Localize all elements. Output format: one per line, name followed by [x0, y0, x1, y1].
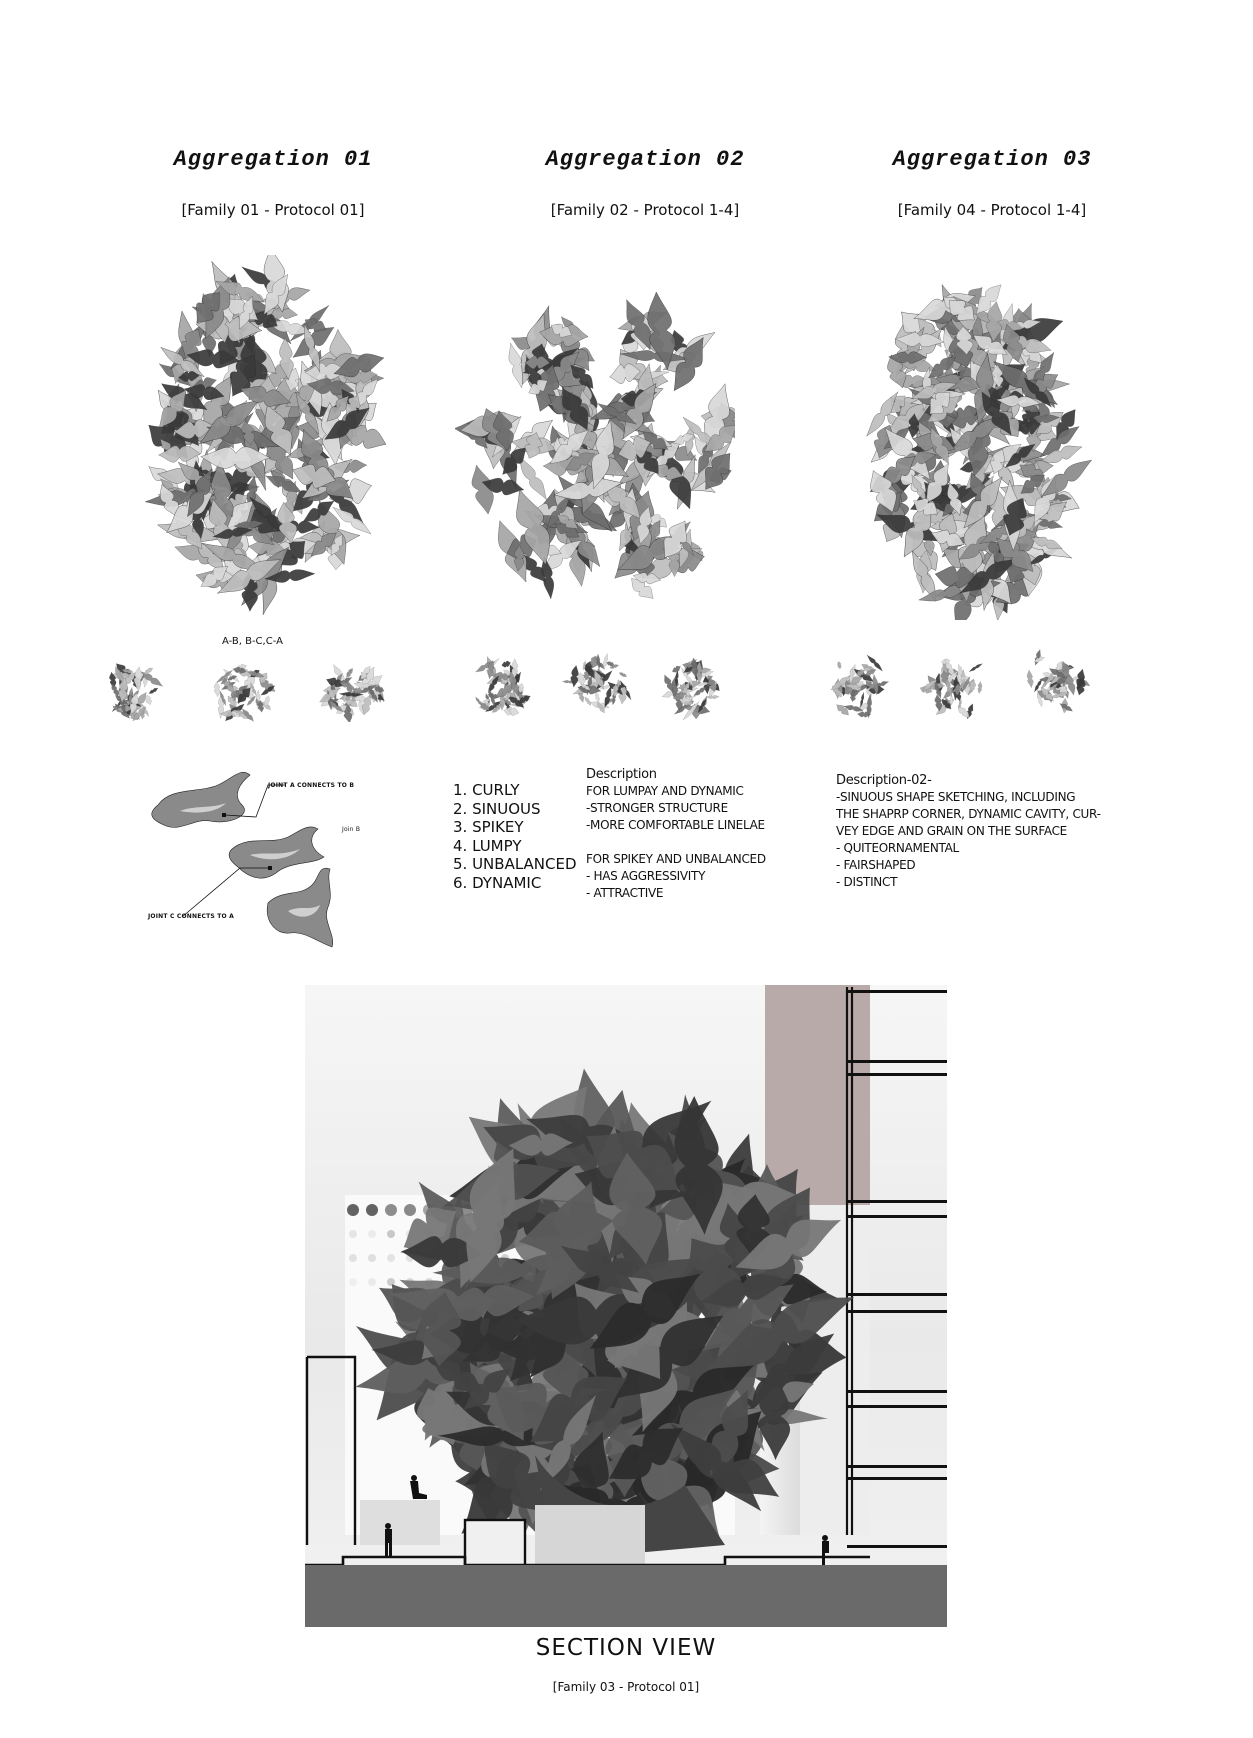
facade-hole: [368, 1230, 376, 1238]
floor-slab: [847, 1390, 947, 1393]
mauve-panel: [765, 985, 870, 1205]
section-view: [305, 985, 947, 1627]
joint-b-label: Join B: [342, 826, 361, 833]
floor-slab: [847, 1293, 947, 1296]
aggregate-module: [706, 695, 719, 699]
floor-slab: [847, 1060, 947, 1063]
facade-hole: [349, 1254, 357, 1262]
description-line: - FAIRSHAPED: [836, 858, 916, 872]
trait-item: 1. CURLY: [453, 781, 520, 799]
connection-label: A-B, B-C,C-A: [222, 636, 283, 647]
floor-slab: [847, 1545, 947, 1548]
module-c: [267, 868, 333, 947]
aggregate-module: [671, 664, 682, 674]
description-02: [836, 772, 1101, 891]
description-spacer: [586, 834, 766, 851]
trait-item: 3. SPIKEY: [453, 818, 524, 836]
trait-item: 4. LUMPY: [453, 836, 522, 855]
variant-3-3: [1015, 645, 1095, 717]
variant-3-2: [918, 652, 993, 722]
joint-c-label: JOINT C CONNECTS TO A: [148, 913, 234, 920]
description-line: -STRONGER STRUCTURE: [586, 801, 728, 815]
aggregate-module: [148, 687, 159, 695]
facade-hole: [347, 1204, 359, 1216]
facade-hole: [366, 1204, 378, 1216]
aggregate-module: [834, 702, 851, 718]
floor-slab: [847, 1310, 947, 1313]
aggregate-module: [214, 681, 221, 697]
facade-hole: [349, 1278, 357, 1286]
facade-hole: [349, 1230, 357, 1238]
module-a: [152, 772, 250, 827]
variant-1-1: [103, 655, 163, 727]
aggregation-03-title: Aggregation 03: [892, 147, 1092, 172]
module-b: [229, 827, 324, 878]
variant-1-2: [203, 658, 281, 726]
facade-hole: [404, 1204, 416, 1216]
aggregate-module: [344, 667, 354, 679]
description-01: [586, 766, 766, 902]
trait-item: 2. SINUOUS: [453, 799, 541, 818]
aggregate-module: [977, 681, 983, 694]
floor-slab: [847, 1215, 947, 1218]
joint-a-label: JOINT A CONNECTS TO B: [268, 782, 355, 789]
facade-hole: [368, 1278, 376, 1286]
variant-3-1: [823, 648, 893, 726]
variant-2-3: [660, 650, 725, 722]
description-line: VEY EDGE AND GRAIN ON THE SURFACE: [836, 824, 1067, 838]
description-01-heading: Description: [586, 767, 657, 782]
trait-item: 5. UNBALANCED: [453, 855, 577, 873]
aggregate-module: [503, 706, 520, 718]
variant-2-2: [560, 652, 635, 717]
floor-slab: [847, 1477, 947, 1480]
aggregation-02-subtitle: [Family 02 - Protocol 1-4]: [550, 201, 740, 219]
description-line: THE SHAPRP CORNER, DYNAMIC CAVITY, CUR-: [836, 807, 1101, 821]
description-02-heading: Description-02-: [836, 773, 932, 788]
variant-1-3: [316, 662, 388, 722]
aggregation-03-cluster: [860, 280, 1100, 620]
aggregation-01-title: Aggregation 01: [173, 147, 373, 172]
description-line: - QUITEORNAMENTAL: [836, 841, 959, 855]
floor-slab: [847, 990, 947, 993]
aggregate-module: [583, 696, 592, 707]
facade-hole: [387, 1230, 395, 1238]
description-line: - HAS AGGRESSIVITY: [586, 869, 706, 883]
description-line: FOR LUMPAY AND DYNAMIC: [586, 784, 744, 798]
floor-slab: [847, 1073, 947, 1076]
description-line: -MORE COMFORTABLE LINELAE: [586, 818, 765, 832]
aggregation-01-cluster: [130, 255, 400, 620]
section-subtitle: [Family 03 - Protocol 01]: [552, 1680, 700, 1694]
aggregate-module: [837, 661, 842, 669]
aggregation-01-subtitle: [Family 01 - Protocol 01]: [181, 201, 365, 219]
section-title: SECTION VIEW: [535, 1635, 717, 1661]
description-line: - ATTRACTIVE: [586, 886, 664, 900]
facade-hole: [387, 1278, 395, 1286]
ground-block: [465, 1520, 525, 1570]
description-line: - DISTINCT: [836, 875, 898, 889]
aggregation-03-subtitle: [Family 04 - Protocol 1-4]: [897, 201, 1087, 219]
floor-slab: [847, 1405, 947, 1408]
traits-list: [453, 781, 577, 892]
facade-hole: [385, 1204, 397, 1216]
description-line: FOR SPIKEY AND UNBALANCED: [586, 852, 766, 866]
floor-slab: [847, 1465, 947, 1468]
facade-hole: [368, 1254, 376, 1262]
aggregate-module: [501, 660, 512, 668]
description-line: -SINUOUS SHAPE SKETCHING, INCLUDING: [836, 790, 1076, 804]
aggregate-module: [1026, 670, 1034, 689]
variant-2-1: [467, 652, 535, 724]
aggregate-module: [618, 671, 627, 678]
aggregation-02-cluster: [455, 285, 735, 605]
trait-item: 6. DYNAMIC: [453, 873, 542, 892]
joint-diagram: [140, 765, 380, 950]
ground-slab: [305, 1565, 947, 1627]
aggregation-02-title: Aggregation 02: [545, 147, 745, 172]
aggregate-module: [594, 692, 600, 703]
floor-slab: [847, 1200, 947, 1203]
aggregate-module: [968, 662, 983, 672]
facade-hole: [387, 1254, 395, 1262]
